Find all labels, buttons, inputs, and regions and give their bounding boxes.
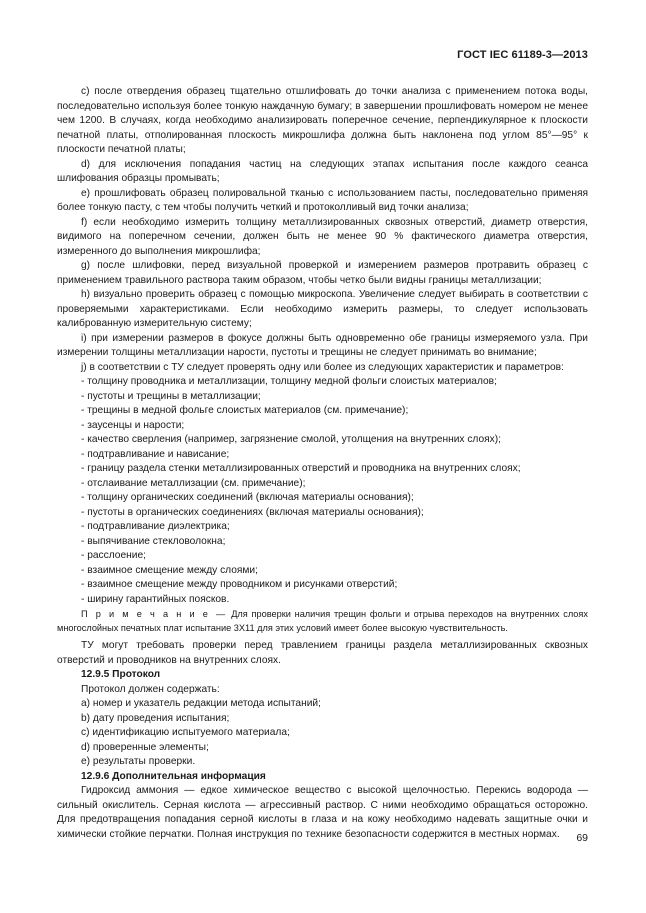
- paragraph-g: g) после шлифовки, перед визуальной проверкой и измерением размеров протравить образец с применением травильного раствора таким образом, чтобы четко были видны границы металлизации;: [57, 260, 588, 286]
- list-item: c) идентификацию испытуемого материала;: [81, 727, 290, 738]
- tu-paragraph: ТУ могут требовать проверки перед травлением границы раздела металлизированных сквозных отверстий и проводников на внутренних слоях.: [57, 640, 588, 666]
- paragraph-e: e) прошлифовать образец полировальной тканью с использованием пасты, последовательно применяя более тонкую пасту, с тем чтобы получить четкий и протоколливый вид точки анализа;: [57, 187, 588, 213]
- list-item: b) дату проведения испытания;: [81, 712, 230, 724]
- paragraph-c: c) после отвердения образец тщательно отшлифовать до точки анализа с применением потока воды, последовательно используя более тонкую наждачную бумагу; в завершении прошлифовать номером не менее чем 1200. В случаях, когда необходимо анализировать поперечное сечение, перпендикулярное к плоскости печатной платы, отполированная плоскость микрошлифа должна быть наклонена под углом 85°—95° к плоскости печатной платы;: [57, 86, 588, 155]
- note-text: Для проверки наличия трещин фольги и отрыва переходов на внутренних слоях многослойных печатных плат испытание 3Х11 для этих условий имеет более высокую чувствительность.: [57, 609, 588, 633]
- paragraph-h: h) визуально проверить образец с помощью микроскопа. Увеличение следует выбирать в соответствии с проверяемыми характеристиками. Если необходимо измерить размеры, то следует использовать калиброванную измерительную систему;: [57, 289, 588, 329]
- list-item: - подтравливание и нависание;: [81, 448, 230, 460]
- paragraph-f: f) если необходимо измерить толщину металлизированных сквозных отверстий, диаметр отверстия, видимого на поперечном сечении, должен быть не менее 90 % фактического диаметра отверстия, измеренного до выполнения микрошлифа;: [57, 216, 588, 257]
- list-item: - толщину проводника и металлизации, толщину медной фольги слоистых материалов;: [81, 376, 497, 387]
- page-number: 69: [576, 832, 588, 844]
- paragraph-i: i) при измерении размеров в фокусе должны быть одновременно обе границы измеряемого узла. При измерении толщины металлизации нарости, пустоты и трещины не следует принимать во внимание;: [57, 332, 588, 358]
- section-heading-info: 12.9.6 Дополнительная информация: [81, 770, 266, 782]
- list-item: - взаимное смещение между слоями;: [81, 564, 258, 576]
- document-body: [57, 85, 588, 842]
- list-item: - трещины в медной фольге слоистых материалов (см. примечание);: [81, 405, 409, 416]
- paragraph-d: d) для исключения попадания частиц на следующих этапах испытания после каждого сеанса шлифования образцы промывать;: [57, 158, 588, 184]
- list-item: - качество сверления (например, загрязнение смолой, утолщения на внутренних слоях);: [81, 434, 501, 445]
- note: [57, 608, 588, 635]
- list-item: - выпячивание стекловолокна;: [81, 535, 226, 547]
- list-item: - отслаивание металлизации (см. примечание);: [81, 477, 306, 489]
- list-item: d) проверенные элементы;: [81, 741, 209, 753]
- list-item: - подтравливание диэлектрика;: [81, 521, 230, 532]
- protocol-intro: Протокол должен содержать:: [81, 683, 220, 695]
- list-item: - взаимное смещение между проводником и рисунками отверстий;: [81, 579, 398, 590]
- list-item: - пустоты и трещины в металлизации;: [81, 390, 261, 402]
- list-item: - границу раздела стенки металлизированных отверстий и проводника на внутренних слоях;: [81, 463, 521, 474]
- section-heading-protocol: 12.9.5 Протокол: [81, 669, 161, 680]
- list-item: - толщину органических соединений (включая материалы основания);: [81, 492, 414, 503]
- list-item: - пустоты в органических соединениях (включая материалы основания);: [81, 506, 424, 518]
- list-item: - заусенцы и нарости;: [81, 419, 185, 431]
- list-item: - расслоение;: [81, 550, 146, 561]
- list-item: a) номер и указатель редакции метода испытаний;: [81, 698, 321, 709]
- list-item: - ширину гарантийных поясков.: [81, 593, 230, 605]
- list-item: e) результаты проверки.: [81, 756, 196, 767]
- document-header-standard: ГОСТ IEC 61189-3—2013: [457, 49, 588, 61]
- info-paragraph: Гидроксид аммония — едкое химическое вещество с высокой щелочностью. Перекись водорода — сильный окислитель. Серная кислота — агрессивный раствор. С ними необходимо обращаться осторожно. Для предотвращения попадания серной кислоты в глаза и на кожу необходимо надевать защитные очки и химически стойкие перчатки. Полная инструкция по технике безопасности содержится в местных нормах.: [57, 785, 588, 840]
- paragraph-j: j) в соответствии с ТУ следует проверять одну или более из следующих характеристик и параметров:: [81, 361, 564, 373]
- note-label: П р и м е ч а н и е —: [81, 609, 228, 619]
